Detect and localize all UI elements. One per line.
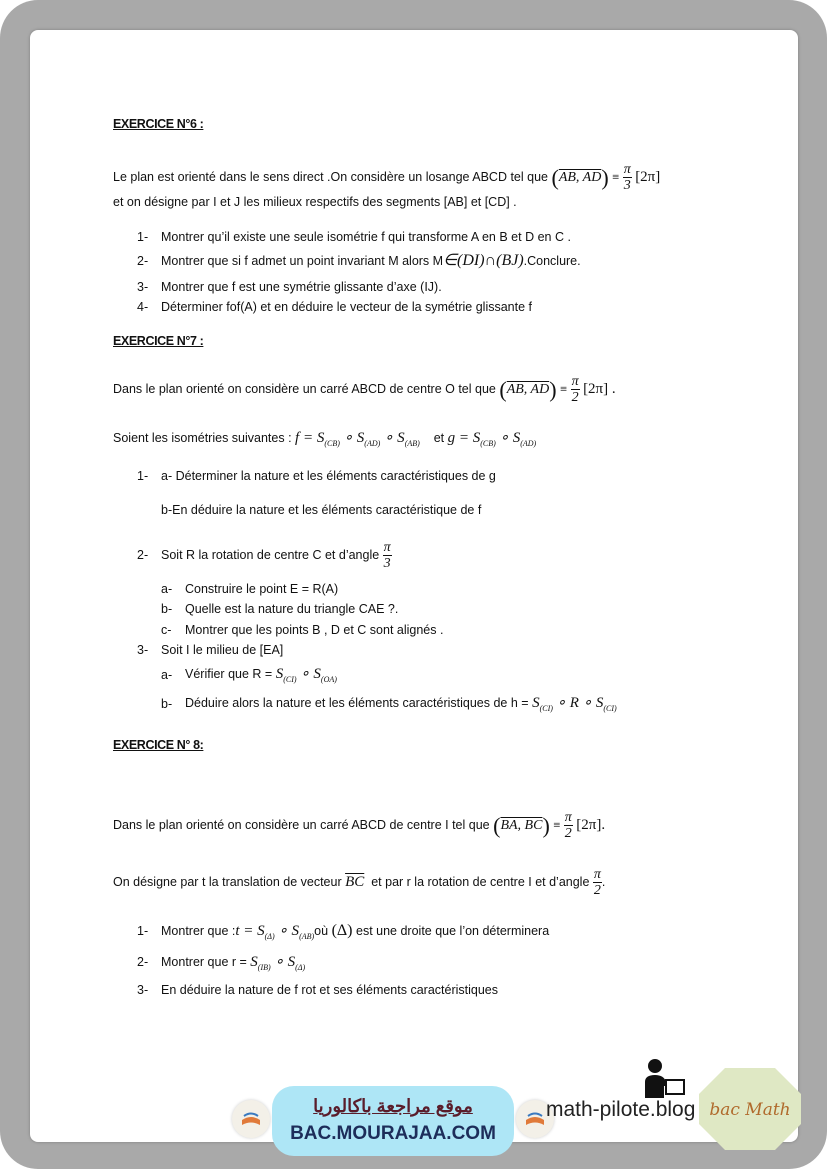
fraction-den: 2 xyxy=(564,826,572,841)
composition: ∘ R ∘ S xyxy=(552,695,604,711)
modulo: [2π] xyxy=(635,168,661,185)
t-definition: t = S xyxy=(235,923,265,939)
exercise-6-item-1: Montrer qu’il existe une seule isométrie f qui transforme A en B et D en C . xyxy=(161,230,571,244)
conjunction: et xyxy=(433,431,445,445)
isometries-line xyxy=(113,428,536,448)
fraction-pi-2 xyxy=(564,810,573,841)
congruence-symbol: ≡ xyxy=(553,817,561,832)
fraction-den: 3 xyxy=(623,178,631,193)
exercise-7-intro: Dans le plan orienté on considère un carré ABCD de centre O tel que (AB, AD) ≡ $\frac{\pi}{2}$ [2π] . xyxy=(113,374,616,405)
symmetry-symbol: S xyxy=(275,666,284,682)
sub-item-letter: b- xyxy=(161,697,173,711)
item-number: 3- xyxy=(137,280,149,294)
exercise-7-item-3b xyxy=(185,693,617,713)
subscript: (AB) xyxy=(404,439,420,448)
composition: ∘ S xyxy=(270,954,296,970)
punctuation: . xyxy=(601,874,606,889)
fraction-den: 2 xyxy=(571,390,579,405)
fraction-num: π xyxy=(593,867,601,882)
exercise-7-item-2c: Montrer que les points B , D et C sont alignés . xyxy=(185,623,444,637)
item-text: est une droite que l’on déterminera xyxy=(356,924,550,938)
item-number: 3- xyxy=(137,643,149,657)
sub-item-letter: b- xyxy=(161,602,173,616)
seal-logo-left xyxy=(232,1100,270,1138)
subscript: (IB) xyxy=(257,963,271,972)
item-text: .Conclure. xyxy=(523,254,581,268)
fraction-pi-2 xyxy=(593,867,602,898)
modulo: [2π] . xyxy=(583,380,616,397)
exercise-7-item-1a: a- Déterminer la nature et les éléments caractéristiques de g xyxy=(161,469,496,483)
intro-text: Dans le plan orienté on considère un carré ABCD de centre I tel que xyxy=(113,817,490,832)
intro-text: et par r la rotation de centre I et d’angle xyxy=(371,874,590,889)
sub-item-letter: c- xyxy=(161,623,172,637)
sub-item-letter: a- xyxy=(161,582,173,596)
item-text: Montrer que : xyxy=(161,924,236,938)
site-banner[interactable] xyxy=(272,1086,514,1156)
angle-ab-ad: AB, AD xyxy=(506,381,550,397)
bac-math-badge xyxy=(697,1066,803,1152)
subscript: (Δ) xyxy=(295,963,306,972)
banner-latin: BAC.MOURAJAA.COM xyxy=(290,1123,496,1144)
item-text: Montrer que r = xyxy=(161,955,247,969)
subscript: (CB) xyxy=(324,439,340,448)
fraction-den: 2 xyxy=(593,883,601,898)
item-number: 2- xyxy=(137,254,149,268)
exercise-7-title: EXERCICE N°7 : xyxy=(113,334,204,348)
exercise-7-item-2a: Construire le point E = R(A) xyxy=(185,582,339,596)
fraction-num: π xyxy=(383,540,391,555)
subscript: (AD) xyxy=(364,439,381,448)
item-text: Soit R la rotation de centre C et d’angle xyxy=(161,547,380,562)
subscript: (CI) xyxy=(283,675,297,684)
subscript: (CB) xyxy=(480,439,496,448)
fraction-num: π xyxy=(623,162,631,177)
exercise-7-item-3: Soit I le milieu de [EA] xyxy=(161,643,284,657)
fraction-pi-2 xyxy=(571,374,580,405)
composition: ∘ S xyxy=(339,430,365,446)
student-laptop-icon xyxy=(642,1058,686,1100)
congruence-symbol: ≡ xyxy=(560,381,568,396)
badge-text: bac Math xyxy=(709,1100,791,1120)
modulo: [2π]. xyxy=(576,816,606,833)
composition: ∘ S xyxy=(380,430,405,446)
exercise-8-item-2 xyxy=(161,952,305,972)
congruence-symbol: ≡ xyxy=(612,169,620,184)
delta-line: (Δ) xyxy=(331,922,353,939)
f-definition: f = S xyxy=(295,430,325,446)
fraction-num: π xyxy=(564,810,572,825)
intro-text: Dans le plan orienté on considère un carré ABCD de centre O tel que xyxy=(113,381,496,396)
exercise-8-item-1 xyxy=(161,921,549,941)
item-text: où xyxy=(314,924,329,938)
sub-item-letter: a- xyxy=(161,668,173,682)
subscript: (CI) xyxy=(539,704,553,713)
exercise-6-intro-2: et on désigne par I et J les milieux respectifs des segments [AB] et [CD] . xyxy=(113,195,517,209)
subscript: (CI) xyxy=(603,704,617,713)
item-number: 1- xyxy=(137,230,149,244)
subscript: (AB) xyxy=(299,932,315,941)
item-number: 1- xyxy=(137,924,149,938)
exercise-8-intro: Dans le plan orienté on considère un carré ABCD de centre I tel que (BA, BC) ≡ $\frac{\pi}{2}$ [2π]. xyxy=(113,810,606,841)
item-text: Montrer que si f admet un point invariant M alors M xyxy=(161,254,444,268)
exercise-8-title: EXERCICE N° 8: xyxy=(113,738,204,752)
subscript: (OA) xyxy=(320,675,337,684)
intro-text: Soient les isométries suivantes : xyxy=(113,431,292,445)
exercise-7-item-1b: b-En déduire la nature et les éléments caractéristique de f xyxy=(161,503,482,517)
exercise-6-intro: Le plan est orienté dans le sens direct .On considère un losange ABCD tel que (AB, AD) ≡ $\frac{\pi}{3}$ [2π] xyxy=(113,162,661,193)
exercise-8-translation xyxy=(113,867,605,898)
book-icon xyxy=(232,1100,270,1138)
composition: ∘ S xyxy=(495,430,521,446)
composition: ∘ S xyxy=(296,666,321,682)
item-number: 1- xyxy=(137,469,149,483)
subscript: (AD) xyxy=(520,439,537,448)
g-definition: g = S xyxy=(447,430,481,446)
angle-ba-bc: BA, BC xyxy=(500,817,543,833)
item-text: Vérifier que R = xyxy=(185,667,273,681)
symmetry-symbol: S xyxy=(250,954,258,970)
fraction-num: π xyxy=(571,374,579,389)
fraction-pi-3 xyxy=(383,540,392,571)
item-number: 2- xyxy=(137,955,149,969)
exercise-6-item-4: Déterminer fof(A) et en déduire le vecteur de la symétrie glissante f xyxy=(161,300,533,314)
fraction-pi-3 xyxy=(623,162,632,193)
exercise-6-item-2 xyxy=(161,250,581,270)
exercise-6-item-3: Montrer que f est une symétrie glissante d’axe (IJ). xyxy=(161,280,442,294)
intro-text: Le plan est orienté dans le sens direct .On considère un losange ABCD tel que xyxy=(113,169,548,184)
vector-bc: $\overline{BC}$ xyxy=(345,873,365,890)
item-text: Déduire alors la nature et les éléments caractéristiques de h = xyxy=(185,696,529,710)
symmetry-symbol: S xyxy=(532,695,540,711)
exercise-6-title: EXERCICE N°6 : xyxy=(113,117,204,131)
item-number: 3- xyxy=(137,983,149,997)
item-number: 2- xyxy=(137,548,149,562)
banner-arabic: موقع مراجعة باكالوريا xyxy=(313,1096,473,1116)
exercise-7-item-3a xyxy=(185,664,337,684)
item-number: 4- xyxy=(137,300,149,314)
subscript: (Δ) xyxy=(264,932,275,941)
intro-text: On désigne par t la translation de vecteur xyxy=(113,874,342,889)
exercise-8-item-3: En déduire la nature de f rot et ses éléments caractéristiques xyxy=(161,983,498,997)
angle-ab-ad: AB, AD xyxy=(558,169,602,185)
composition: ∘ S xyxy=(274,923,300,939)
blog-link[interactable]: math-pilote.blog xyxy=(546,1098,696,1121)
fraction-den: 3 xyxy=(383,556,391,571)
intersection-math: ∈(DI)∩(BJ) xyxy=(443,252,524,269)
exercise-7-item-2 xyxy=(161,540,392,571)
exercise-7-item-2b: Quelle est la nature du triangle CAE ?. xyxy=(185,602,399,616)
